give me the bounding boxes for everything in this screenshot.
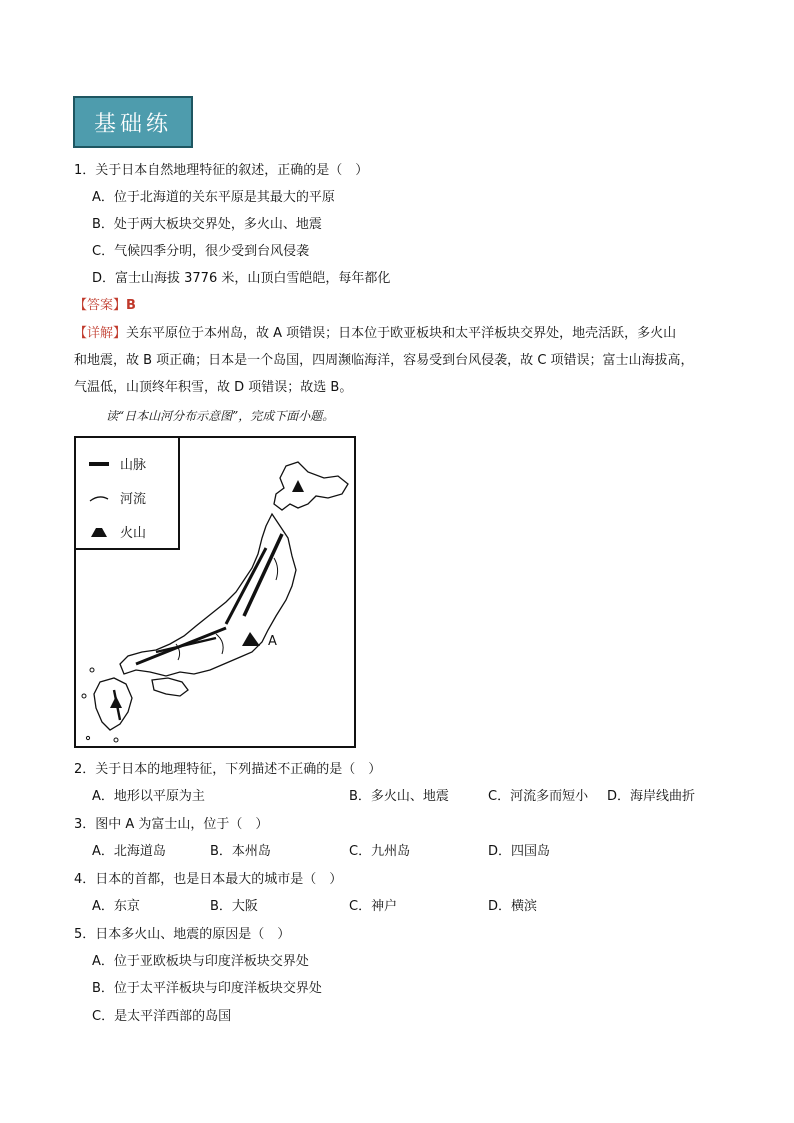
detail-tag: 【详解】: [74, 326, 127, 341]
question-3-option-b: B．本州岛: [210, 844, 271, 859]
question-5-stem: 5．日本多火山、地震的原因是（ ）: [74, 927, 291, 942]
detail-line-3: 气温低，山顶终年积雪，故 D 项错误；故选 B。: [74, 380, 353, 395]
question-5-option-c: C．是太平洋西部的岛国: [92, 1009, 232, 1024]
detail-line-2: 和地震，故 B 项正确；日本是一个岛国，四周濒临海洋，容易受到台风侵袭，故 C 项错误；富士山海拔高，: [74, 353, 694, 368]
question-3-stem: 3．图中 A 为富士山，位于（ ）: [74, 817, 269, 832]
question-1-option-d: D．富士山海拔 3776 米，山顶白雪皑皑，每年都化: [92, 271, 391, 286]
question-2-option-d: D．海岸线曲折: [607, 789, 696, 804]
answer-value: B: [126, 298, 136, 313]
question-4-option-a: A．东京: [92, 899, 140, 914]
question-3-option-a: A．北海道岛: [92, 844, 166, 859]
legend-label-river: 河流: [120, 492, 147, 507]
answer-tag: 【答案】: [74, 298, 127, 313]
question-3-option-c: C．九州岛: [349, 844, 411, 859]
legend-item-volcano: [88, 522, 146, 541]
point-a-label: A: [268, 634, 277, 649]
question-4-stem: 4．日本的首都，也是日本最大的城市是（ ）: [74, 872, 343, 887]
answer-line: [74, 297, 136, 315]
question-2-option-c: C．河流多而短小: [488, 789, 589, 804]
mountain-range-icon: [88, 458, 110, 470]
question-4-option-d: D．横滨: [488, 899, 538, 914]
map-caption: 读“日本山河分布示意图”，完成下面小题。: [106, 409, 335, 423]
question-2-option-a: A．地形以平原为主: [92, 789, 205, 804]
map-legend: [76, 438, 180, 550]
question-1-option-b: B．处于两大板块交界处，多火山、地震: [92, 217, 322, 232]
legend-item-river: [88, 488, 146, 507]
question-3-option-d: D．四国岛: [488, 844, 551, 859]
question-2-option-b: B．多火山、地震: [349, 789, 449, 804]
question-2-stem: 2．关于日本的地理特征，下列描述不正确的是（ ）: [74, 762, 382, 777]
volcano-icon: [88, 526, 110, 538]
detail-line-1: [74, 325, 676, 343]
japan-map: [74, 436, 356, 748]
legend-label-mountain: 山脉: [120, 458, 147, 473]
river-icon: [88, 492, 110, 504]
section-title: 基础练: [93, 111, 172, 137]
section-banner: [73, 96, 193, 148]
question-4-option-b: B．大阪: [210, 899, 258, 914]
legend-item-mountain: [88, 454, 146, 473]
question-1-option-a: A．位于北海道的关东平原是其最大的平原: [92, 190, 335, 205]
question-5-option-a: A．位于亚欧板块与印度洋板块交界处: [92, 954, 309, 969]
legend-label-volcano: 火山: [120, 526, 147, 541]
question-5-option-b: B．位于太平洋板块与印度洋板块交界处: [92, 981, 322, 996]
question-1-stem: 1．关于日本自然地理特征的叙述，正确的是（ ）: [74, 163, 369, 178]
question-1-option-c: C．气候四季分明，很少受到台风侵袭: [92, 244, 310, 259]
question-4-option-c: C．神户: [349, 899, 398, 914]
detail-text-1: 关东平原位于本州岛，故 A 项错误；日本位于欧亚板块和太平洋板块交界处，地壳活跃，多火山: [126, 326, 677, 341]
